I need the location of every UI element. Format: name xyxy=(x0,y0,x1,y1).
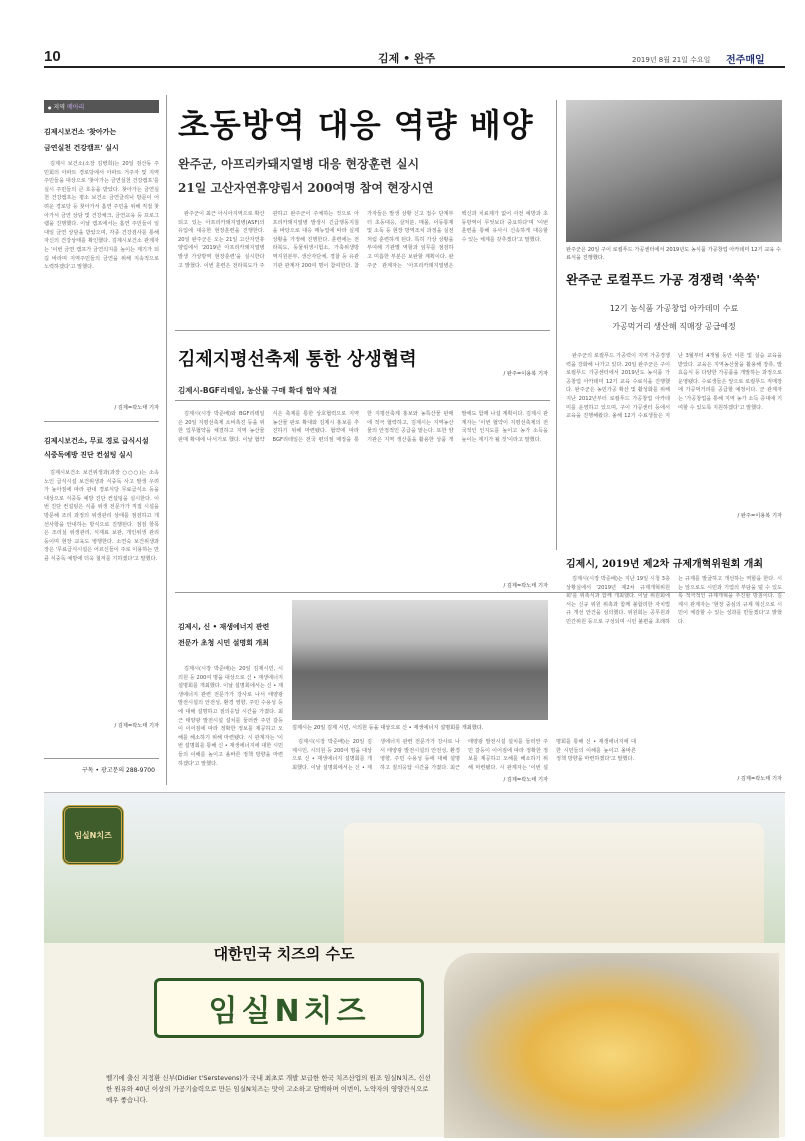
sidebar xyxy=(44,100,159,780)
energy-body-cont: 김제시(시장 박준배)는 20일 김제시민, 시의원 등 200여 명을 대상으로 신 • 재생에너지 설명회를 개최했다. 이날 설명회에서는 신 • 재생에너지 관련 전문가가 강사로 나서 태양광 발전시설의 안전성, 환경 영향, 주민 수용성 등에 대해 설명하고 질의응답 시간을 가졌다. 최근 태양광 발전시설 설치를 둘러싼 주민 갈등이 이어짐에 따라 정확한 정보를 제공하고 오해를 해소하기 위해 마련됐다. 시 관계자는 '이번 설명회를 통해 신 • 재생에너지에 대한 시민들의 이해를 높이고 올바른 정책 방향을 마련하겠다'고 말했다. xyxy=(292,739,636,771)
story2-headline-2: 식중독예방 진단 컨설팅 실시 xyxy=(44,451,133,459)
story2-body: 김제시보건소 보건위생과(과장 ○○○)는 소속 노인 급식시설 보건위생과 식중독 사고 발생 우려가 높아짐에 따라 관내 경로식당 무료급식소 등을 대상으로 식중독 예방 진단 컨설팅을 실시한다. 이번 진단 컨설팅은 식품 위생 전문가가 직접 시설을 방문해 조리 과정의 위생관리 상태를 점검하고 개선사항을 안내하는 방식으로 진행된다. 점검 항목은 조리실 위생관리, 식재료 보관, 개인위생 관리 등이며 현장 교육도 병행한다. 소연숙 보건위생과장은 '무료급식시설은 어르신들이 주로 이용하는 만큼 식중독 예방에 더욱 철저를 기하겠다'고 말했다. xyxy=(44,470,159,562)
training-photo-caption: 완주군은 20일 구이 로컬푸드 가공센터에서 2019년도 농식품 가공창업 아카데미 12기 교육 수료식을 진행했다. xyxy=(566,247,781,261)
main-byline: / 완주=이용복 기자 xyxy=(503,371,548,377)
paper-name: 전주매일 xyxy=(726,55,765,66)
right-top-headline: 완주군 로컬푸드 가공 경쟁력 '쑥쑥' xyxy=(566,272,761,287)
main-body: 완주군이 최근 아시아지역으로 확산되고 있는 아프리카돼지열병(ASF)의 유입에 대응한 현장훈련을 진행한다. 20일 완주군은 오는 21일 고산자연휴양림에서 '2019년 아프리카돼지열병 발생 가상방역 현장훈련'을 실시한다고 밝혔다. 이번 훈련은 전라북도가 주관하고 완주군이 주체하는 것으로 아프리카돼지열병 발생시 긴급행동지침을 바탕으로 대응 매뉴얼에 따라 실제 상황을 가정해 진행한다. 훈련에는 전라북도, 동물위생시험소, 가축위생방역지원본부, 생산자단체, 경찰 등 유관기관 관계자 200여 명이 참여한다. 참가자들은 발생 상황 신고 접수 단계부터 초동대응, 살처분, 매몰, 이동통제 및 소독 등 현장 방역조치 과정을 실전처럼 훈련하게 된다. 특히 가상 상황을 부여해 기관별 역할과 임무를 점검하고 미흡한 부분은 보완할 계획이다. 완주군 관계자는 '아프리카돼지열병은 백신과 치료제가 없어 사전 예방과 초동방역이 무엇보다 중요하다'며 '이번 훈련을 통해 유사시 신속하게 대응할 수 있는 체계를 갖추겠다'고 말했다. xyxy=(178,211,548,269)
ad-description: 벨기에 출신 지정환 신부(Didier t'Serstevens)가 국내 최초로 개발 보급한 한국 치즈산업의 원조 임실N치즈, 신선한 원유와 40년 이상의 가공기술력으로 만든 임실N치즈는 맛이 고소하고 담백하며 이번이, 노약자의 영양간식으로 매우 좋습니다. xyxy=(106,1074,431,1104)
energy-body: 김제시(시장 박준배)는 20일 김제시민, 시의원 등 200여 명을 대상으로 신 • 재생에너지 설명회를 개최했다. 이날 설명회에서는 신 • 재생에너지 관련 전문가가 강사로 나서 태양광 발전시설의 안전성, 환경 영향, 주민 수용성 등에 대해 설명하고 질의응답 시간을 가졌다. 최근 태양광 발전시설 설치를 둘러싼 주민 갈등이 이어짐에 따라 정확한 정보를 제공하고 오해를 해소하기 위해 마련됐다. 시 관계자는 '이번 설명회를 통해 신 • 재생에너지에 대한 시민들의 이해를 높이고 올바른 정책 방향을 마련하겠다'고 말했다. xyxy=(178,666,283,767)
right-top-body: 완주군의 로컬푸드 가공력이 지역 가공경쟁력을 강화해 나가고 있다. 20일 완주군은 구이 로컬푸드 가공센터에서 2019년도 농식품 가공창업 아카데미 12기 교육 수료식을 진행했다. 완주군은 농민가공 확산 및 활성화를 위해 지난 2012년부터 로컬푸드 가공창업 아카데미를 운영하고 있으며, 구이 가공센터 등에서 교육을 진행해왔다. 올해 12기 수료생들은 지난 3월부터 4개월 동안 이론 및 실습 교육을 받았다. 교육은 지역농산물을 활용해 장류, 발효음식 등 다양한 가공품을 개발하는 과정으로 운영됐다. 수료생들은 앞으로 로컬푸드 직매장에 가공먹거리를 공급할 예정이다. 군 관계자는 '가공창업을 통해 지역 농가 소득 증대에 기여할 수 있도록 지원하겠다'고 말했다. xyxy=(566,353,782,420)
council-byline: / 김제=곽노태 기자 xyxy=(737,776,782,782)
story2-byline: / 김제=곽노태 기자 xyxy=(114,723,159,729)
training-photo xyxy=(566,100,782,242)
cheese-ad xyxy=(44,792,785,1137)
sidebar-kicker: ● 지역 메아리 xyxy=(44,100,159,113)
festival-body: 김제시(시장 박준배)와 BGF리테일은 20일 지평선축제 소비촉진 등을 위한 업무협약을 체결하고 지역 농산물 판매 확대에 나서기로 했다. 이날 협약식은 축제를 통한 상호협력으로 지역 농산물 판로 확대와 김제시 홍보를 추진하기 위해 마련됐다. 협약에 따라 BGF리테일은 전국 편의점 매장을 통한 지평선축제 홍보와 농특산물 판매에 적극 협력하고, 김제시는 지역농산물의 안정적인 공급을 맡는다. 또한 양 기관은 지역 생산품을 활용한 상품 개발에도 함께 나설 계획이다. 김제시 관계자는 '이번 협약이 지평선축제의 전국적인 인지도를 높이고 농가 소득을 높이는 계기가 될 것'이라고 말했다. xyxy=(178,411,548,443)
energy-headline-1: 김제시, 신 • 재생에너지 관련 xyxy=(178,623,270,631)
festival-subhead: 김제시-BGF리테일, 농산물 구매 확대 협약 체결 xyxy=(178,386,338,395)
kicker-title: 메아리 xyxy=(66,104,85,111)
council-headline: 김제시, 2019년 제2차 규제개혁위원회 개최 xyxy=(566,559,764,570)
right-top-subhead-1: 12기 농식품 가공창업 아카데미 수료 xyxy=(609,304,739,313)
header-rule xyxy=(44,66,785,68)
story1-byline: / 김제=곽노태 기자 xyxy=(114,405,159,411)
castle-illustration xyxy=(344,823,764,943)
page-number: 10 xyxy=(44,48,61,65)
story1-headline-1: 김제시보건소 '찾아가는 xyxy=(44,128,117,136)
ad-logo: 임실N치즈 xyxy=(154,978,424,1038)
issue-date: 2019년 8월 21일 수요일 xyxy=(632,56,711,64)
main-subhead-2: 21일 고산자연휴양림서 200여명 참여 현장시연 xyxy=(178,181,434,195)
festival-byline: / 김제=곽노태 기자 xyxy=(503,583,548,589)
festival-headline: 김제지평선축제 통한 상생협력 xyxy=(178,349,417,370)
cheese-products-photo xyxy=(444,953,779,1138)
right-top-subhead-2: 가공먹거리 생산해 직매장 공급예정 xyxy=(612,322,736,331)
council-body: 김제시(시장 박준배)는 지난 19일 시청 3층 상황실에서 '2019년 제2차 규제개혁위원회'를 위촉식과 함께 개최했다. 이날 위원회에서는 신규 위원 위촉과 함께 불합리한 자치법규 개선 안건을 심의했다. 위원회는 공무원과 민간위원 등으로 구성되며 시민 불편을 초래하는 규제를 발굴하고 개선하는 역할을 한다. 시는 앞으로도 시민과 기업의 부담을 덜 수 있도록 적극적인 규제개혁을 추진할 방침이다. 김제시 관계자는 '현장 중심의 규제 혁신으로 시민이 체감할 수 있는 성과를 만들겠다'고 밝혔다. xyxy=(566,576,782,625)
story2-headline-1: 김제시보건소, 무료 경로 급식시설 xyxy=(44,437,149,445)
seminar-photo xyxy=(292,600,548,720)
energy-headline-2: 전문가 초청 시민 설명회 개최 xyxy=(178,639,269,647)
story1-headline-2: 금연실천 건강캠프' 실시 xyxy=(44,144,119,152)
story1-body: 김제시 보건소(소장 김병희)는 20일 검산동 주민회의 아파트 경로당에서 아파트 거주자 및 지역주민들을 대상으로 '찾아가는 금연실천 건강캠프'를 실시 주민들의 큰 호응을 받았다. 찾아가는 금연실천 건강캠프는 평소 보건소 금연클리닉 방문이 어려운 경로당 등 찾아가서 흡연 주민을 위해 직접 찾아가서 금연 상담 및 건강체크, 금연교육 등 프로그램을 진행했다. 이날 캠프에서는 흡연 주민들이 일대일 금연 상담을 받았으며, 각종 건강검사를 통해 자신의 건강상태를 확인했다. 김제시보건소 관계자는 '이번 금연 캠프가 금연의지를 높이는 계기가 되길 바라며 지역주민들의 금연을 위해 지속적으로 노력하겠다'고 말했다. xyxy=(44,161,159,271)
energy-byline: / 김제=곽노태 기자 xyxy=(503,777,548,783)
sidebar-footer: 구독 • 광고문의 288-9700 xyxy=(82,767,155,774)
right-top-byline: / 완주=이용복 기자 xyxy=(737,513,782,519)
seminar-photo-caption: 김제시는 20일 김제 시민, 시의원 등을 대상으로 신 • 재생에너지 설명회를 개최했다. xyxy=(292,725,484,731)
section-title: 김제 • 완주 xyxy=(378,52,436,65)
brand-badge: 임실N치즈 xyxy=(62,805,124,865)
main-headline: 초동방역 대응 역량 배양 xyxy=(178,106,534,144)
ad-tagline: 대한민국 치즈의 수도 xyxy=(213,945,355,963)
main-subhead-1: 완주군, 아프리카돼지열병 대응 현장훈련 실시 xyxy=(178,157,420,171)
kicker-label: 지역 xyxy=(53,104,66,111)
